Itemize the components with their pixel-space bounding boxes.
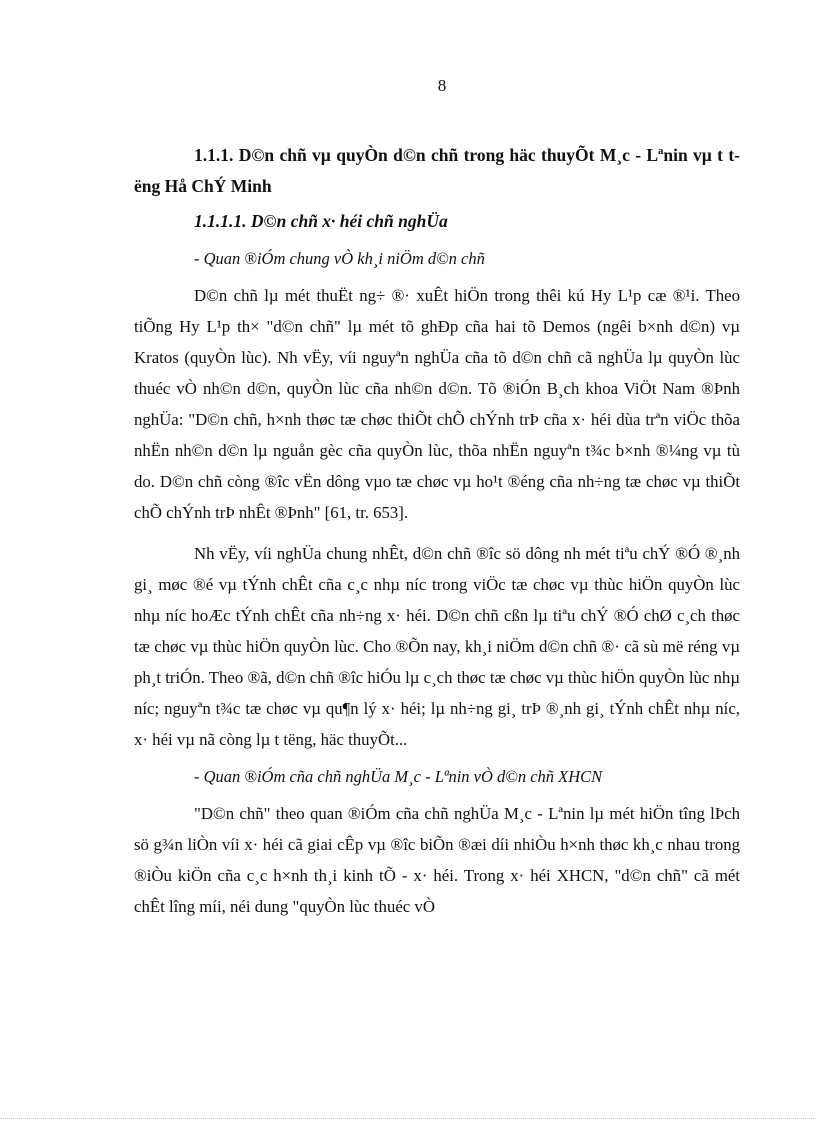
page-content xyxy=(134,140,740,922)
page-bottom-border xyxy=(0,1118,816,1119)
subsection-heading: 1.1.1.1. D©n chñ x· héi chñ nghÜa xyxy=(194,211,448,231)
paragraph: D©n chñ lµ mét thuËt ng÷ ®· xuÊt hiÖn trong thêi kú Hy L¹p cæ ®¹i. Theo tiÕng Hy L¹p th× "d©n chñ" lµ mét tõ ghÐp cña hai tõ Demos (ngêi b×nh d©n) vµ Kratos (quyÒn lùc). Nh vËy, víi nguyªn nghÜa cña tõ d©n chñ cã nghÜa lµ quyÒn lùc thuéc vÒ nh©n d©n, quyÒn lùc cña nh©n d©n. Tõ ®iÓn B¸ch khoa ViÖt Nam ®Þnh nghÜa: "D©n chñ, h×nh thøc tæ chøc thiÕt chÕ chÝnh trÞ cña x· héi dùa trªn viÖc thõa nhËn nh©n d©n lµ nguån gèc cña quyÒn lùc, thõa nhËn nguyªn t¾c b×nh ®¼ng vµ tù do. D©n chñ còng ®îc vËn dông vµo tæ chøc vµ ho¹t ®éng cña nh÷ng tæ chøc vµ thiÕt chÕ chÝnh trÞ nhÊt ®Þnh" [61, tr. 653]. xyxy=(134,286,740,522)
section-heading: 1.1.1. D©n chñ vµ quyÒn d©n chñ trong häc thuyÕt M¸c - Lªnin vµ t tëng Hå ChÝ Minh xyxy=(134,145,740,196)
section-b-title: - Quan ®iÓm cña chñ nghÜa M¸c - Lªnin vÒ d©n chñ XHCN xyxy=(194,767,603,786)
section-a-title: - Quan ®iÓm chung vÒ kh¸i niÖm d©n chñ xyxy=(194,249,485,268)
paragraph: "D©n chñ" theo quan ®iÓm cña chñ nghÜa M¸c - Lªnin lµ mét hiÖn tîng lÞch sö g¾n liÒn víi x· héi cã giai cÊp vµ ®îc biÕn ®æi díi nhiÒu h×nh thøc kh¸c nhau trong ®iÒu kiÖn cña c¸c h×nh th¸i kinh tÕ - x· héi. Trong x· héi XHCN, "d©n chñ" cã mét chÊt lîng míi, néi dung "quyÒn lùc thuéc vÒ xyxy=(134,804,740,916)
page-number: 8 xyxy=(437,76,447,95)
paragraph: Nh vËy, víi nghÜa chung nhÊt, d©n chñ ®îc sö dông nh mét tiªu chÝ ®Ó ®¸nh gi¸ møc ®é vµ tÝnh chÊt cña c¸c nhµ níc trong viÖc tæ chøc vµ thùc hiÖn quyÒn lùc nhµ níc hoÆc tÝnh chÊt cña nh÷ng x· héi. D©n chñ cßn lµ tiªu chÝ ®Ó chØ c¸ch thøc tæ chøc vµ thùc hiÖn quyÒn lùc. Cho ®Õn nay, kh¸i niÖm d©n chñ ®· cã sù më réng vµ ph¸t triÓn. Theo ®ã, d©n chñ ®îc hiÓu lµ c¸ch thøc tæ chøc vµ thùc hiÖn quyÒn lùc nhµ níc; nguyªn t¾c tæ chøc vµ qu¶n lý x· héi; lµ nh÷ng gi¸ trÞ ®¸nh gi¸ tÝnh chÊt nhµ níc, x· héi vµ nã còng lµ t tëng, häc thuyÕt... xyxy=(134,544,740,749)
